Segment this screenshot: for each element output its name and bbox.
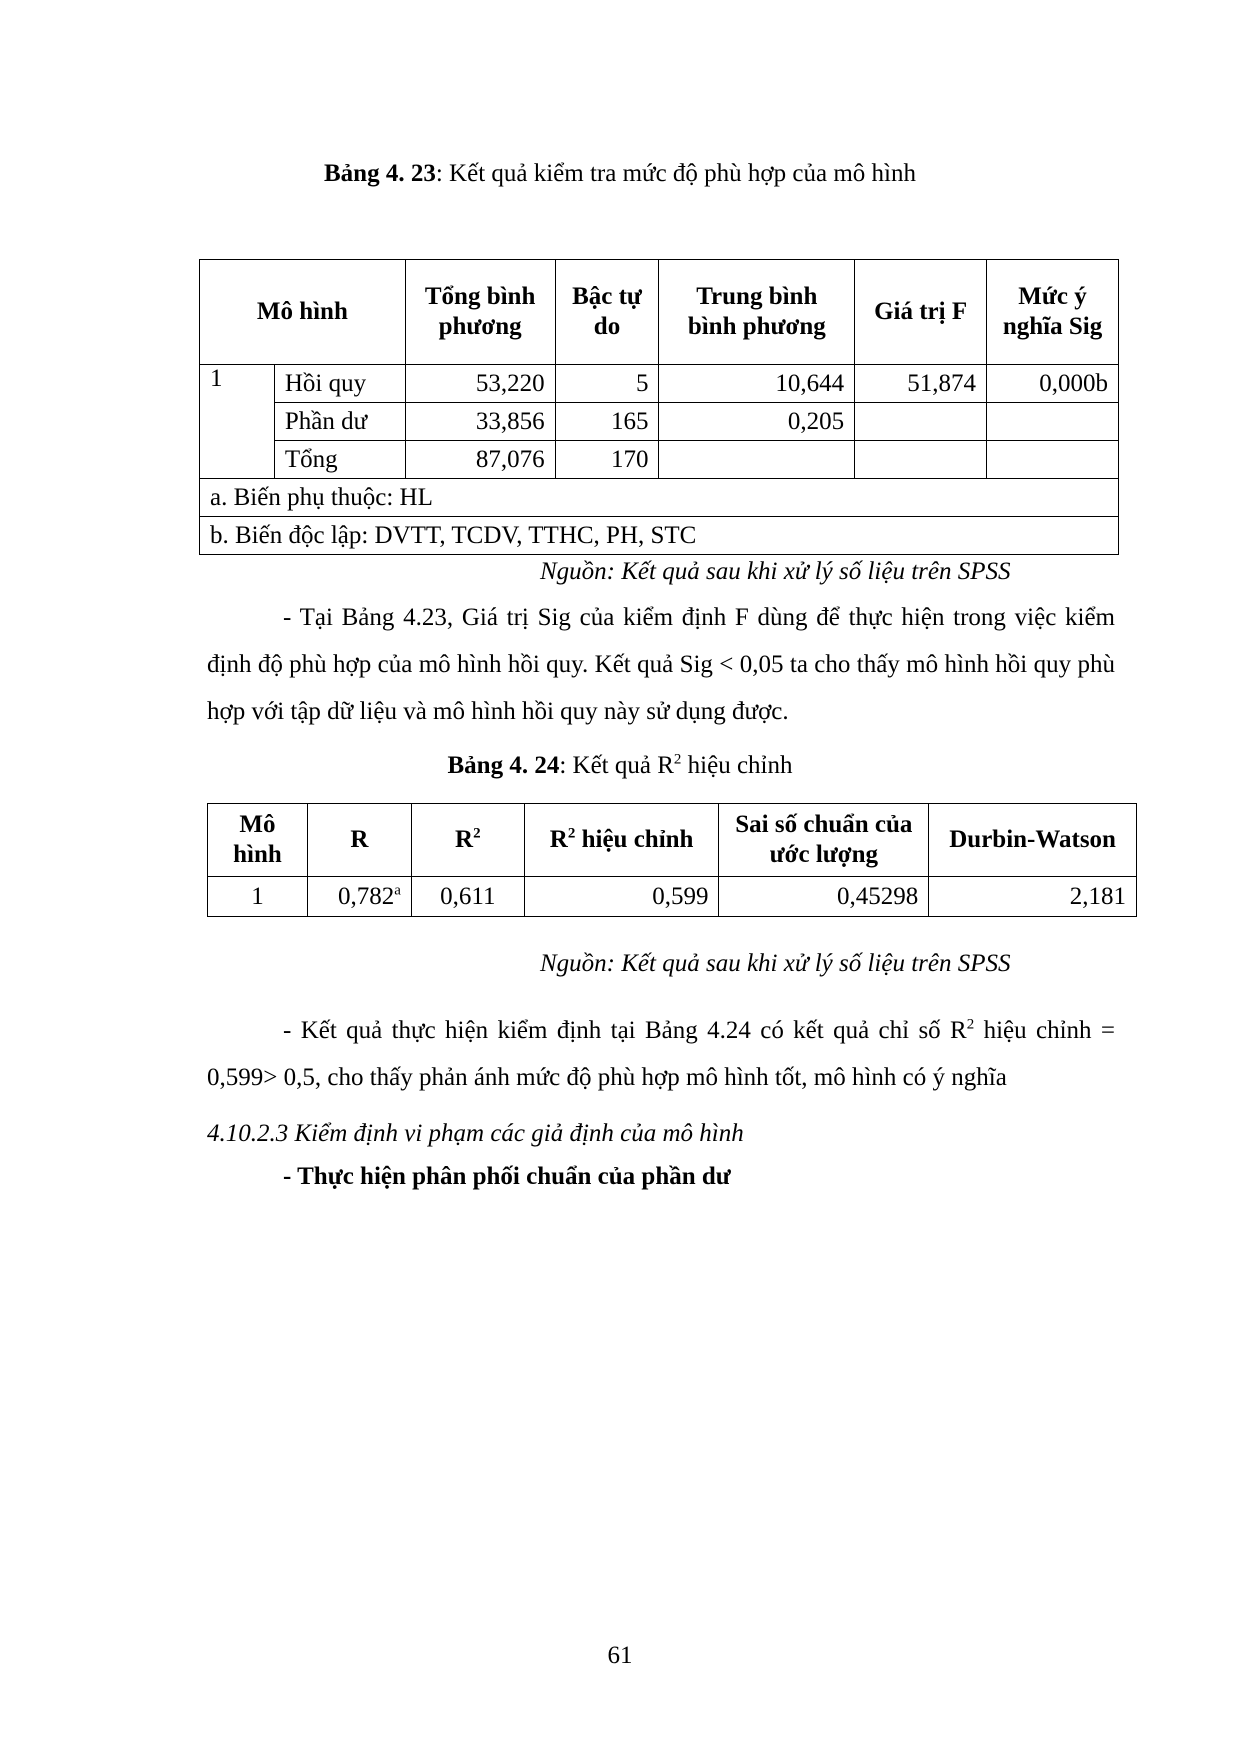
cell-sig (987, 403, 1119, 441)
table-row (200, 403, 1119, 441)
paragraph-2: - Kết quả thực hiện kiểm định tại Bảng 4.24 có kết quả chỉ số $R^2$ hiệu chỉnh = 0,599> 0,5, cho thấy phản ánh mức độ phù hợp mô hình tốt, mô hình có ý nghĩa (207, 1016, 1115, 1091)
note-independent: b. Biến độc lập: DVTT, TCDV, TTHC, PH, STC (200, 517, 1119, 555)
cell-f (855, 403, 987, 441)
header-std-error: Sai số chuẩn của ước lượng (719, 804, 929, 877)
cell-sig: 0,000b (987, 365, 1119, 403)
cell-f: 51,874 (855, 365, 987, 403)
cell-r: 0,782$^a$ (307, 877, 411, 917)
cell-model: 1 (208, 877, 308, 917)
cell-ms (659, 441, 855, 479)
table-row (200, 441, 1119, 479)
cell-ms: 0,205 (659, 403, 855, 441)
table-23-title: : Kết quả kiểm tra mức độ phù hợp của mô hình (435, 160, 916, 187)
header-r: R (307, 804, 411, 877)
row-name: Tổng (274, 441, 405, 479)
cell-adjusted-r2: 0,599 (524, 877, 719, 917)
header-r2: $R^2$ (411, 804, 524, 877)
table-24-source: Nguồn: Kết quả sau khi xử lý số liệu trên SPSS (540, 950, 1011, 977)
cell-f (855, 441, 987, 479)
header-adjusted-r2: $R^2$ hiệu chỉnh (524, 804, 719, 877)
header-df: Bậc tự do (555, 260, 659, 365)
note-dependent: a. Biến phụ thuộc: HL (200, 479, 1119, 517)
row-name: Hồi quy (274, 365, 405, 403)
cell-ss: 53,220 (405, 365, 555, 403)
page-number: 61 (607, 1642, 633, 1669)
cell-sig (987, 441, 1119, 479)
cell-r2: 0,611 (411, 877, 524, 917)
cell-ss: 87,076 (405, 441, 555, 479)
cell-ss: 33,856 (405, 403, 555, 441)
table-24-caption: Bảng 4. 24: Kết quả $R^2$ hiệu chỉnh (447, 751, 793, 779)
table-24-label: Bảng 4. 24 (447, 752, 560, 779)
table-row (208, 877, 1137, 917)
sub-heading: - Thực hiện phân phối chuẩn của phần dư (283, 1163, 731, 1190)
model-number: 1 (200, 365, 275, 479)
paragraph-1: - Tại Bảng 4.23, Giá trị Sig của kiểm định F dùng để thực hiện trong việc kiểm định độ phù hợp của mô hình hồi quy. Kết quả Sig < 0,05 ta cho thấy mô hình hồi quy phù hợp với tập dữ liệu và mô hình hồi quy này sử dụng được. (207, 604, 1115, 725)
cell-std-error: 0,45298 (719, 877, 929, 917)
table-row (200, 365, 1119, 403)
anova-table (199, 259, 1119, 555)
cell-durbin-watson: 2,181 (929, 877, 1137, 917)
header-sig: Mức ý nghĩa Sig (987, 260, 1119, 365)
header-model: Mô hình (200, 260, 406, 365)
table-23-source: Nguồn: Kết quả sau khi xử lý số liệu trên SPSS (540, 558, 1011, 585)
cell-df: 170 (555, 441, 659, 479)
model-summary-table (207, 803, 1137, 917)
cell-df: 165 (555, 403, 659, 441)
header-mean-square: Trung bình bình phương (659, 260, 855, 365)
table-23-label: Bảng 4. 23 (324, 160, 436, 187)
header-durbin-watson: Durbin-Watson (929, 804, 1137, 877)
header-f: Giá trị F (855, 260, 987, 365)
header-model: Mô hình (208, 804, 308, 877)
cell-df: 5 (555, 365, 659, 403)
cell-ms: 10,644 (659, 365, 855, 403)
table-23-caption (0, 160, 1240, 188)
row-name: Phần dư (274, 403, 405, 441)
header-sum-squares: Tổng bình phương (405, 260, 555, 365)
section-heading: 4.10.2.3 Kiểm định vi phạm các giả định của mô hình (207, 1120, 744, 1147)
